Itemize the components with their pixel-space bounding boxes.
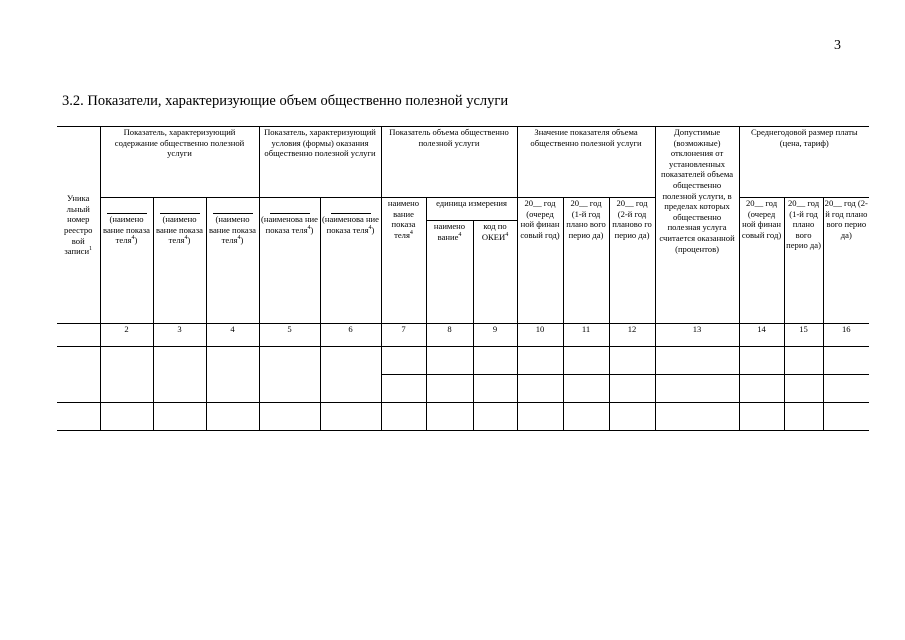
deviation-header: Допустимые (возможные) отклонения от установленных показателей объема общественно полезной услуги, в пределах которых общественно полезная услуга считается оказанной (процентов) [655, 127, 739, 324]
table-cell[interactable] [473, 375, 517, 403]
column-number: 8 [426, 324, 473, 347]
table-cell[interactable] [473, 347, 517, 375]
column-number: 14 [739, 324, 784, 347]
table-cell[interactable] [823, 375, 869, 403]
column-number: 9 [473, 324, 517, 347]
column-number: 12 [609, 324, 655, 347]
content-indicator-header: Показатель, характеризующий содержание общественно полезной услуги [100, 127, 259, 198]
table-cell[interactable] [57, 403, 100, 431]
column-number: 16 [823, 324, 869, 347]
conditions-indicator-1: (наименова ние показа теля$^4$) [259, 198, 320, 324]
page-number: 3 [834, 38, 841, 53]
table-cell[interactable] [784, 375, 823, 403]
table-cell[interactable] [57, 347, 100, 403]
table-cell[interactable] [381, 375, 426, 403]
table-cell[interactable] [473, 403, 517, 431]
table-cell[interactable] [655, 375, 739, 403]
table-cell[interactable] [655, 403, 739, 431]
fee-year-next: 20__ год (очеред ной финан совый год) [739, 198, 784, 324]
column-number-row [57, 324, 869, 347]
column-number [57, 324, 100, 347]
column-number: 2 [100, 324, 153, 347]
table-cell[interactable] [517, 347, 563, 375]
table-cell[interactable] [563, 347, 609, 375]
volume-indicators-table [57, 126, 869, 431]
value-year-next: 20__ год (очеред ной финан совый год) [517, 198, 563, 324]
table-cell[interactable] [320, 347, 381, 403]
table-cell[interactable] [784, 347, 823, 375]
table-cell[interactable] [609, 375, 655, 403]
unit-name-header: наимено вание$^4$ [426, 221, 473, 324]
table-cell[interactable] [655, 347, 739, 375]
table-row [57, 403, 869, 431]
table-cell[interactable] [153, 403, 206, 431]
volume-indicator-header: Показатель объема общественно полезной услуги [381, 127, 517, 198]
content-indicator-3: (наимено вание показа теля$^4$) [206, 198, 259, 324]
column-number: 4 [206, 324, 259, 347]
column-number: 13 [655, 324, 739, 347]
table-cell[interactable] [823, 347, 869, 375]
table-cell[interactable] [426, 347, 473, 375]
table-cell[interactable] [609, 403, 655, 431]
table-cell[interactable] [739, 375, 784, 403]
volume-value-header: Значение показателя объема общественно полезной услуги [517, 127, 655, 198]
value-year-1: 20__ год (1-й год плано вого перио да) [563, 198, 609, 324]
table-cell[interactable] [206, 403, 259, 431]
value-year-2: 20__ год (2-й год планово го перио да) [609, 198, 655, 324]
table-cell[interactable] [609, 347, 655, 375]
table-cell[interactable] [739, 403, 784, 431]
table-cell[interactable] [563, 375, 609, 403]
table-cell[interactable] [517, 403, 563, 431]
table-cell[interactable] [100, 347, 153, 403]
conditions-indicator-header: Показатель, характеризующий условия (формы) оказания общественно полезной услуги [259, 127, 381, 198]
table-cell[interactable] [784, 403, 823, 431]
volume-indicator-name: наимено вание показа теля$^4$ [381, 198, 426, 324]
conditions-indicator-2: (наименова ние показа теля$^4$) [320, 198, 381, 324]
table-cell[interactable] [517, 375, 563, 403]
table-cell[interactable] [426, 403, 473, 431]
column-number: 5 [259, 324, 320, 347]
table-cell[interactable] [381, 403, 426, 431]
unique-number-header: Уника льный номер реестро вой записи$^1$ [57, 127, 100, 324]
section-heading: 3.2. Показатели, характеризующие объем общественно полезной услуги [62, 93, 509, 109]
unit-header: единица измерения [426, 198, 517, 221]
table-cell[interactable] [823, 403, 869, 431]
fee-year-2: 20__ год (2-й год плано вого перио да) [823, 198, 869, 324]
content-indicator-1: (наимено вание показа теля$^4$) [100, 198, 153, 324]
fee-year-1: 20__ год (1-й год плано вого перио да) [784, 198, 823, 324]
column-number: 15 [784, 324, 823, 347]
column-number: 6 [320, 324, 381, 347]
table-cell[interactable] [153, 347, 206, 403]
table-cell[interactable] [259, 403, 320, 431]
table-row [57, 347, 869, 375]
table-cell[interactable] [426, 375, 473, 403]
table-cell[interactable] [320, 403, 381, 431]
table-cell[interactable] [206, 347, 259, 403]
table-cell[interactable] [563, 403, 609, 431]
column-number: 11 [563, 324, 609, 347]
fee-header: Среднегодовой размер платы (цена, тариф) [739, 127, 869, 198]
column-number: 10 [517, 324, 563, 347]
table-cell[interactable] [739, 347, 784, 375]
table-cell[interactable] [100, 403, 153, 431]
table-cell[interactable] [381, 347, 426, 375]
table-cell[interactable] [259, 347, 320, 403]
unit-code-header: код по ОКЕИ$^4$ [473, 221, 517, 324]
column-number: 3 [153, 324, 206, 347]
content-indicator-2: (наимено вание показа теля$^4$) [153, 198, 206, 324]
column-number: 7 [381, 324, 426, 347]
